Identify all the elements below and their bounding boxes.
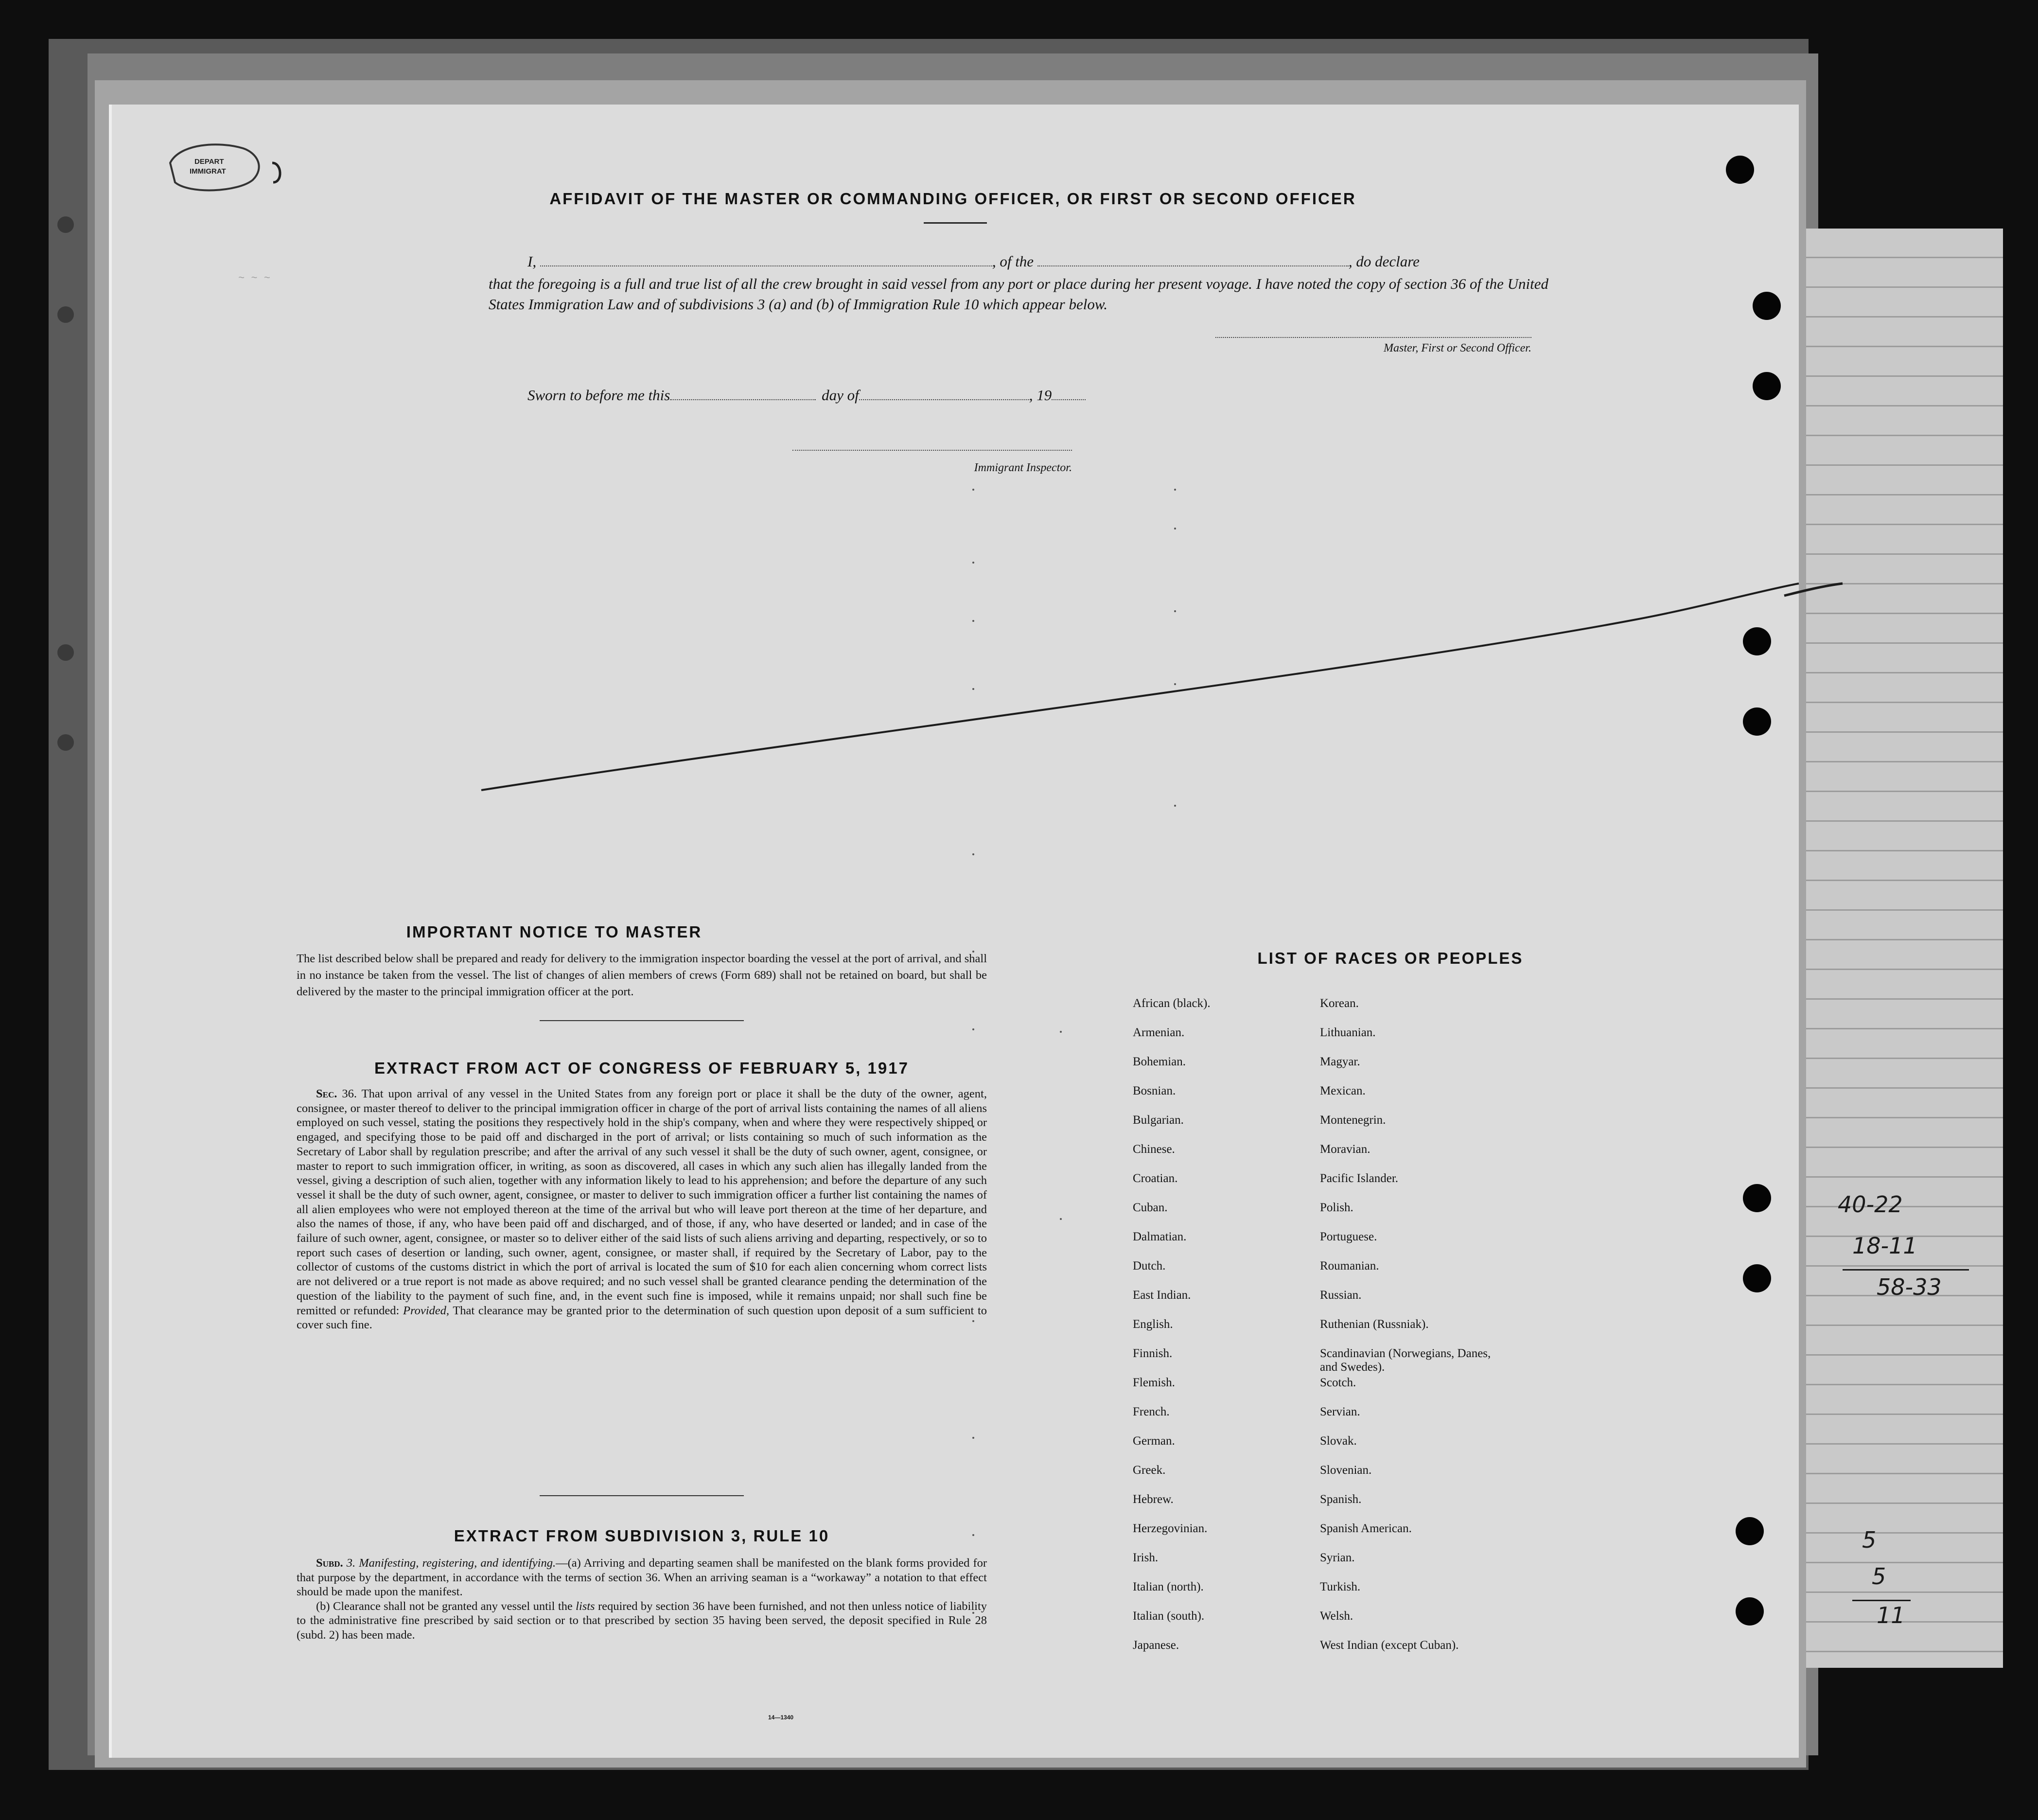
binder-hole-icon bbox=[57, 216, 74, 233]
subd-label: Subd. bbox=[316, 1556, 343, 1570]
affidavit-of-the: , of the bbox=[992, 253, 1034, 270]
section-divider bbox=[540, 1495, 744, 1496]
act-body-end: That clearance may be granted prior to the determination of such question upon deposit of a sum sufficient to cover such fine. bbox=[297, 1304, 987, 1332]
rule-title: EXTRACT FROM SUBDIVISION 3, RULE 10 bbox=[454, 1527, 830, 1545]
stamp-line-2: IMMIGRAT bbox=[190, 167, 226, 176]
act-provided: Provided, bbox=[403, 1304, 450, 1317]
race-item: Dutch. bbox=[1133, 1259, 1166, 1272]
race-item: Portuguese. bbox=[1320, 1230, 1377, 1243]
punch-hole-icon bbox=[1736, 1597, 1764, 1626]
race-item: Dalmatian. bbox=[1133, 1230, 1187, 1243]
race-item: Lithuanian. bbox=[1320, 1026, 1376, 1039]
affidavit-text: that the foregoing is a full and true list of all the crew brought in said vessel from any port or place during her present voyage. I have noted the copy of section 36 of the United States Immigration Law and of subdivisions 3 (a) and (b) of Immigration Rule 10 which appear below. bbox=[489, 275, 1548, 313]
affidavit-title: AFFIDAVIT OF THE MASTER OR COMMANDING OFFICER, OR FIRST OR SECOND OFFICER bbox=[549, 190, 1356, 208]
bleed-through-text: ~ ~ ~ bbox=[238, 272, 271, 284]
sworn-day-of: day of bbox=[822, 387, 859, 404]
race-item: Moravian. bbox=[1320, 1143, 1370, 1156]
rule-para-b-lists: lists bbox=[576, 1599, 595, 1613]
handwritten-tally: 18-11 bbox=[1852, 1233, 1917, 1259]
rule-para-b bbox=[297, 1599, 987, 1643]
race-item: Pacific Islander. bbox=[1320, 1172, 1399, 1185]
race-item: Welsh. bbox=[1320, 1609, 1353, 1623]
sworn-year: , 19 bbox=[1029, 387, 1052, 404]
inspector-signature-line[interactable]: Immigrant Inspector. bbox=[792, 450, 1072, 475]
race-item: German. bbox=[1133, 1434, 1175, 1448]
race-item: Chinese. bbox=[1133, 1143, 1175, 1156]
race-item: Spanish. bbox=[1320, 1493, 1362, 1506]
race-item: Magyar. bbox=[1320, 1055, 1360, 1068]
race-item: Armenian. bbox=[1133, 1026, 1185, 1039]
race-item: English. bbox=[1133, 1318, 1173, 1331]
race-item: West Indian (except Cuban). bbox=[1320, 1639, 1459, 1652]
race-item: French. bbox=[1133, 1405, 1170, 1418]
race-item: Italian (north). bbox=[1133, 1580, 1204, 1593]
race-item: Japanese. bbox=[1133, 1639, 1179, 1652]
race-item: Flemish. bbox=[1133, 1376, 1175, 1389]
act-title: EXTRACT FROM ACT OF CONGRESS OF FEBRUARY 5, 1917 bbox=[374, 1059, 909, 1077]
act-text bbox=[297, 1087, 987, 1332]
handwritten-tally: 40-22 bbox=[1838, 1191, 1903, 1218]
race-item: Irish. bbox=[1133, 1551, 1159, 1564]
binder-hole-icon bbox=[57, 734, 74, 751]
rule-text bbox=[297, 1556, 987, 1642]
rule-para-b-2: required by section 36 have been furnished, and not then unless notice of liability to the administrative fine prescribed by said section or to that prescribed by section 35 having been served, the deposit specified in Rule 28 (subd. 2) has been made. bbox=[297, 1599, 987, 1642]
race-item: Slovak. bbox=[1320, 1434, 1357, 1448]
race-item: Scotch. bbox=[1320, 1376, 1356, 1389]
race-item: Italian (south). bbox=[1133, 1609, 1205, 1623]
race-item: Ruthenian (Russniak). bbox=[1320, 1318, 1429, 1331]
race-item: Turkish. bbox=[1320, 1580, 1361, 1593]
binder-hole-icon bbox=[57, 644, 74, 661]
section-divider bbox=[540, 1020, 744, 1021]
punch-hole-icon bbox=[1753, 292, 1781, 320]
punch-hole-icon bbox=[1743, 707, 1771, 736]
race-item: Roumanian. bbox=[1320, 1259, 1379, 1272]
affidavit-i: I, bbox=[527, 253, 537, 270]
race-item: Servian. bbox=[1320, 1405, 1360, 1418]
rule-para-b-1: (b) Clearance shall not be granted any vessel until the bbox=[316, 1599, 573, 1613]
handwritten-tally: 11 bbox=[1877, 1602, 1905, 1628]
race-item: Bosnian. bbox=[1133, 1084, 1176, 1097]
race-item: Bulgarian. bbox=[1133, 1113, 1184, 1127]
punch-hole-icon bbox=[1743, 1264, 1771, 1292]
sworn-prefix: Sworn to before me this bbox=[527, 387, 670, 404]
race-item: Scandinavian (Norwegians, Danes, and Swedes). bbox=[1320, 1347, 1491, 1374]
race-item: Spanish American. bbox=[1320, 1522, 1412, 1535]
punch-hole-icon bbox=[1736, 1517, 1764, 1545]
race-item: Croatian. bbox=[1133, 1172, 1178, 1185]
race-item: Russian. bbox=[1320, 1289, 1362, 1302]
tally-rule bbox=[1852, 1600, 1911, 1601]
race-item: Syrian. bbox=[1320, 1551, 1355, 1564]
race-item: Slovenian. bbox=[1320, 1464, 1372, 1477]
tally-rule bbox=[1843, 1269, 1969, 1271]
race-item: Herzegovinian. bbox=[1133, 1522, 1208, 1535]
race-item: Mexican. bbox=[1320, 1084, 1366, 1097]
punch-hole-icon bbox=[1753, 372, 1781, 400]
affidavit-declare: , do declare bbox=[1348, 253, 1420, 270]
race-item: Finnish. bbox=[1133, 1347, 1173, 1360]
rule-para-a-head: 3. Manifesting, registering, and identifying. bbox=[346, 1556, 556, 1570]
form-number: 14—1340 bbox=[768, 1714, 794, 1721]
race-item: Cuban. bbox=[1133, 1201, 1168, 1214]
binder-hole-icon bbox=[57, 306, 74, 323]
rule-para-a-body: —(a) Arriving and departing seamen shall be manifested on the blank forms provided for that purpose by the department, in accordance with the terms of section 36. When an arriving seaman is a “workaway” a notation to that effect should be made upon the manifest. bbox=[297, 1556, 987, 1598]
section-label: Sec. bbox=[316, 1087, 337, 1100]
race-item: Greek. bbox=[1133, 1464, 1166, 1477]
race-item: East Indian. bbox=[1133, 1289, 1191, 1302]
master-signature-line[interactable]: Master, First or Second Officer. bbox=[1215, 337, 1531, 355]
notice-text: The list described below shall be prepared and ready for delivery to the immigration inspector boarding the vessel at the port of arrival, and shall in no instance be taken from the vessel. The list of changes of alien members of crews (Form 689) shall not be retained on board, but shall be delivered by the master to the principal immigration officer at the port. bbox=[297, 952, 987, 998]
punch-hole-icon bbox=[1726, 156, 1754, 184]
handwritten-tally: 5 bbox=[1872, 1563, 1886, 1590]
race-item: Polish. bbox=[1320, 1201, 1353, 1214]
stamp-line-1: DEPART bbox=[194, 158, 224, 166]
punch-hole-icon bbox=[1743, 627, 1771, 655]
race-item: Bohemian. bbox=[1133, 1055, 1186, 1068]
races-title: LIST OF RACES OR PEOPLES bbox=[1257, 949, 1524, 967]
notice-title: IMPORTANT NOTICE TO MASTER bbox=[406, 923, 703, 941]
race-item: Montenegrin. bbox=[1320, 1113, 1386, 1127]
rule-para-a bbox=[297, 1556, 987, 1599]
race-item: Korean. bbox=[1320, 997, 1359, 1010]
handwritten-tally: 58-33 bbox=[1877, 1274, 1942, 1300]
race-item: African (black). bbox=[1133, 997, 1211, 1010]
race-item: Hebrew. bbox=[1133, 1493, 1174, 1506]
manifest-page bbox=[112, 105, 1799, 1758]
act-body: 36. That upon arrival of any vessel in the United States from any foreign port or place it shall be the duty of the owner, agent, consignee, or master thereof to deliver to the principal immigration officer in charge of the port of arrival lists containing the names of all aliens employed on such vessel, stating the positions they respectively hold in the ship's company, when and where they were respectively shipped or engaged, and specifying those to be paid off and discharged in the port of arrival; or lists containing so much of such information as the Secretary of Labor shall by regulation prescribe; and after the arrival of any such vessel it shall be the duty of such owner, agent, consignee, or master to report to such immigration officer, in writing, as soon as discovered, all cases in which any such alien has illegally landed from the vessel, giving a description of such alien, together with any information likely to lead to his apprehension; and before the departure of any such vessel it shall be the duty of such owner, agent, consignee, or master to deliver to such immigration officer a further list containing the names of all alien employees who were not employed thereon at the time of the arrival but who will leave port thereon at the time of her departure, and also the names of those, if any, who have been paid off and discharged, and of those, if any, who have deserted or landed; and in case of the failure of such owner, agent, consignee, or master so to deliver either of the said lists of such aliens arriving and departing, respectively, or so to report such cases of desertion or landing, such owner, agent, consignee, or master shall, if required by the Secretary of Labor, pay to the collector of customs of the customs district in which the port of arrival is located the sum of $10 for each alien concerning whom correct lists are not delivered or a true report is not made as above required; and no such vessel shall be granted clearance pending the determination of the question of the liability to the payment of such fine, and, in the event such fine is imposed, while it remains unpaid; nor shall such fine be remitted or refunded: bbox=[297, 1087, 987, 1317]
handwritten-tally: 5 bbox=[1862, 1527, 1877, 1553]
punch-hole-icon bbox=[1743, 1184, 1771, 1212]
